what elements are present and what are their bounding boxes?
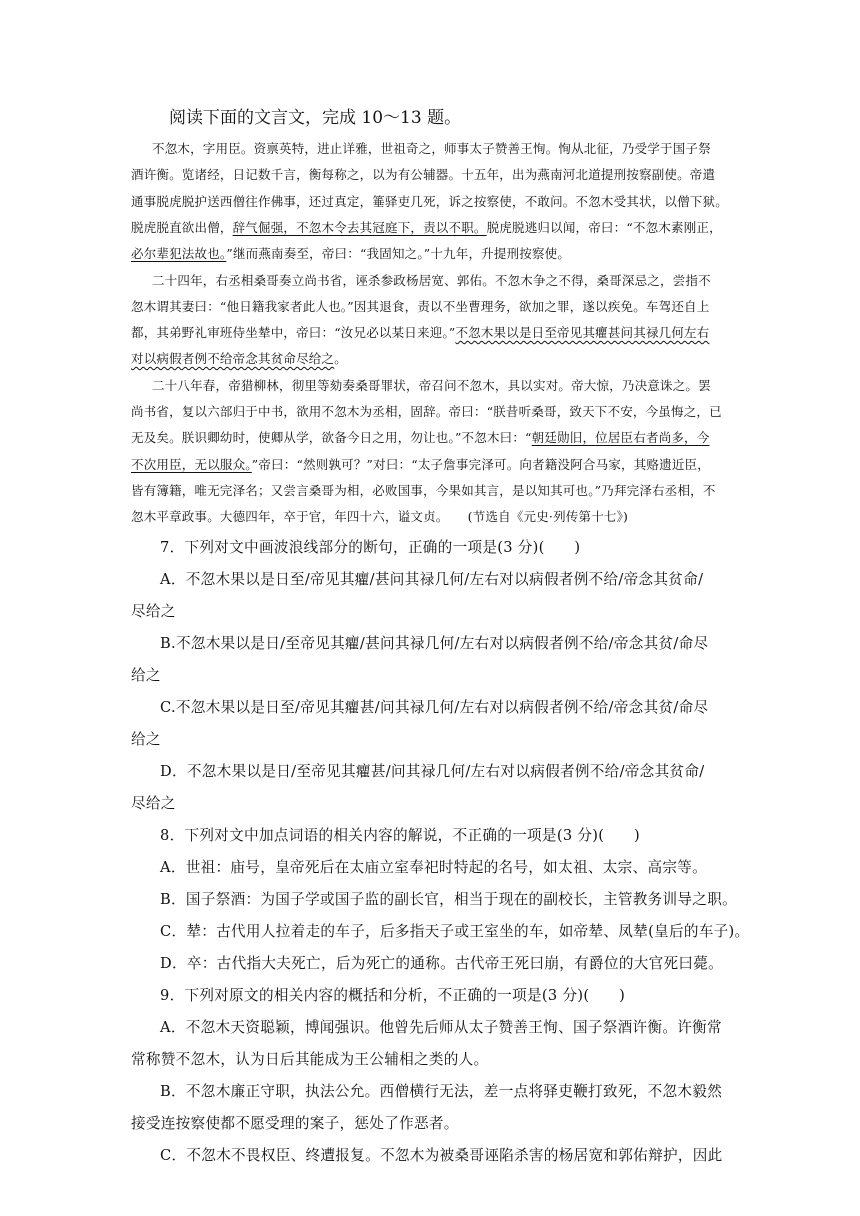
underlined-sentence: 朝廷勋旧，位居臣右者尚多，今 [531, 430, 710, 445]
passage-line: 对以病假者例不给帝念其贫命尽给之。 [131, 351, 347, 366]
question-8-option-a: A．世祖：庙号，皇帝死后在太庙立室奉祀时特起的名号，如太祖、太宗、高宗等。 [160, 859, 708, 876]
question-9-option-b: B．不忽木廉正守职，执法公允。西僧横行无法，差一点将驿吏鞭打致死，不忽木毅然 [160, 1083, 723, 1100]
question-8-stem: 8．下列对文中加点词语的相关内容的解说，不正确的一项是(3 分)( ) [160, 827, 641, 844]
passage-line: 皆有簿籍，唯无完泽名；又尝言桑哥为相，必败国事，今果如其言，是以知其可也。”乃拜完泽右丞相，不 [131, 483, 716, 498]
passage-line: 尚书省，复以六部归于中书，欲用不忽木为丞相，固辞。帝曰：“朕昔听桑哥，致天下不安，今虽悔之，已 [131, 404, 722, 419]
question-7-option-b-cont: 给之 [131, 667, 161, 684]
question-9-option-a-cont: 常称赞不忽木，认为日后其能成为王公辅相之类的人。 [131, 1051, 489, 1068]
question-7-option-d: D．不忽木果以是日/至帝见其癯甚/问其禄几何/左右对以病假者例不给/帝念其贫命/ [160, 763, 705, 780]
question-9-option-a: A．不忽木天资聪颖，博闻强识。他曾先后师从太子赞善王恂、国子祭酒许衡。许衡常 [160, 1019, 722, 1036]
question-9-option-c: C．不忽木不畏权臣、终遭报复。不忽木为被桑哥诬陷杀害的杨居宽和郭佑辩护，因此 [160, 1147, 723, 1164]
underlined-sentence: 必尔辈犯法故也。 [131, 246, 227, 261]
passage-line: 脱虎脱直欲出僧，辞气倔强，不忽木令去其冠庭下，责以不职。脱虎脱逃归以闻，帝曰：“不忽木素刚正， [131, 220, 722, 235]
wavy-underlined-sentence: 对以病假者例不给帝念其贫命尽给之 [131, 351, 335, 366]
question-7-option-b: B.不忽木果以是日/至帝见其癯/甚问其禄几何/左右对以病假者例不给/帝念其贫/命尽 [160, 635, 709, 652]
passage-line: 都，其弟野礼审班侍坐辇中，帝曰：“汝兄必以某日来迎。”不忽木果以是日至帝见其癯甚问其禄几何左右 [131, 325, 710, 340]
wavy-underlined-sentence: 不忽木果以是日至帝见其癯甚问其禄几何左右 [455, 325, 710, 340]
passage-line: 不次用臣，无以服众。”帝曰：“然则孰可？”对曰：“太子詹事完泽可。向者籍没阿合马家，其赂遗近臣， [131, 457, 710, 472]
underlined-sentence: 不次用臣，无以服众。 [131, 457, 252, 472]
passage-line: 通事脱虎脱护送西僧往作佛事，还过真定，箠驿吏几死，诉之按察使，不敢问。不忽木受其状，以僧下狱。 [131, 194, 728, 209]
question-7-option-a: A．不忽木果以是日至/帝见其癯/甚问其禄几何/左右对以病假者例不给/帝念其贫命/ [160, 571, 704, 588]
passage-line: 酒许衡。览诸经，日记数千言，衡每称之，以为有公辅器。十五年，出为燕南河北道提刑按察副使。帝遣 [131, 167, 716, 182]
passage-line: 忽木平章政事。大德四年，卒于官，年四十六，谥文贞。 (节选自《元史·列传第十七》) [131, 509, 629, 524]
passage-line: 忽木谓其妻曰：“他日籍我家者此人也。”因其退食，责以不坐曹理务，欲加之罪，遂以疾免。车驾还自上 [131, 299, 710, 314]
passage-line: 二十四年，右丞相桑哥奏立尚书省，诬杀参政杨居宽、郭佑。不忽木争之不得，桑哥深忌之，尝指不 [152, 273, 711, 288]
passage-line: 不忽木，字用臣。资禀英特，进止详雅，世祖奇之，师事太子赞善王恂。恂从北征，乃受学于国子祭 [152, 141, 711, 156]
question-9-stem: 9．下列对原文的相关内容的概括和分析，不正确的一项是(3 分)( ) [160, 987, 626, 1004]
question-7-option-c-cont: 给之 [131, 731, 161, 748]
section-heading: 阅读下面的文言文，完成 10～13 题。 [169, 108, 462, 128]
underlined-sentence: 辞气倔强，不忽木令去其冠庭下，责以不职。 [232, 220, 487, 235]
question-9-option-b-cont: 接受连按察使都不愿受理的案子，惩处了作恶者。 [131, 1115, 459, 1132]
question-8-option-b: B．国子祭酒：为国子学或国子监的副长官，相当于现在的副校长，主管教务训导之职。 [160, 891, 737, 908]
question-7-stem: 7．下列对文中画波浪线部分的断句，正确的一项是(3 分)( ) [160, 539, 581, 556]
question-8-option-c: C．辇：古代用人拉着走的车子，后多指天子或王室坐的车，如帝辇、凤辇(皇后的车子)。 [160, 923, 750, 940]
question-7-option-a-cont: 尽给之 [131, 603, 176, 620]
passage-line: 必尔辈犯法故也。”继而燕南奏至，帝曰：“我固知之。”十九年，升提刑按察使。 [131, 246, 571, 261]
question-7-option-d-cont: 尽给之 [131, 795, 176, 812]
passage-line: 二十八年春，帝猎柳林，彻里等劾奏桑哥罪状，帝召问不忽木，具以实对。帝大惊，乃决意诛之。罢 [152, 378, 711, 393]
passage-line: 无及矣。朕识卿幼时，使卿从学，欲备今日之用，勿让也。”不忽木曰：“朝廷勋旧，位居臣右者尚多，今 [131, 430, 710, 445]
question-7-option-c: C.不忽木果以是日至/帝见其癯甚/问其禄几何/左右对以病假者例不给/帝念其贫/命尽 [160, 699, 709, 716]
question-8-option-d: D．卒：古代指大夫死亡，后为死亡的通称。古代帝王死曰崩，有爵位的大官死曰薨。 [160, 955, 724, 972]
